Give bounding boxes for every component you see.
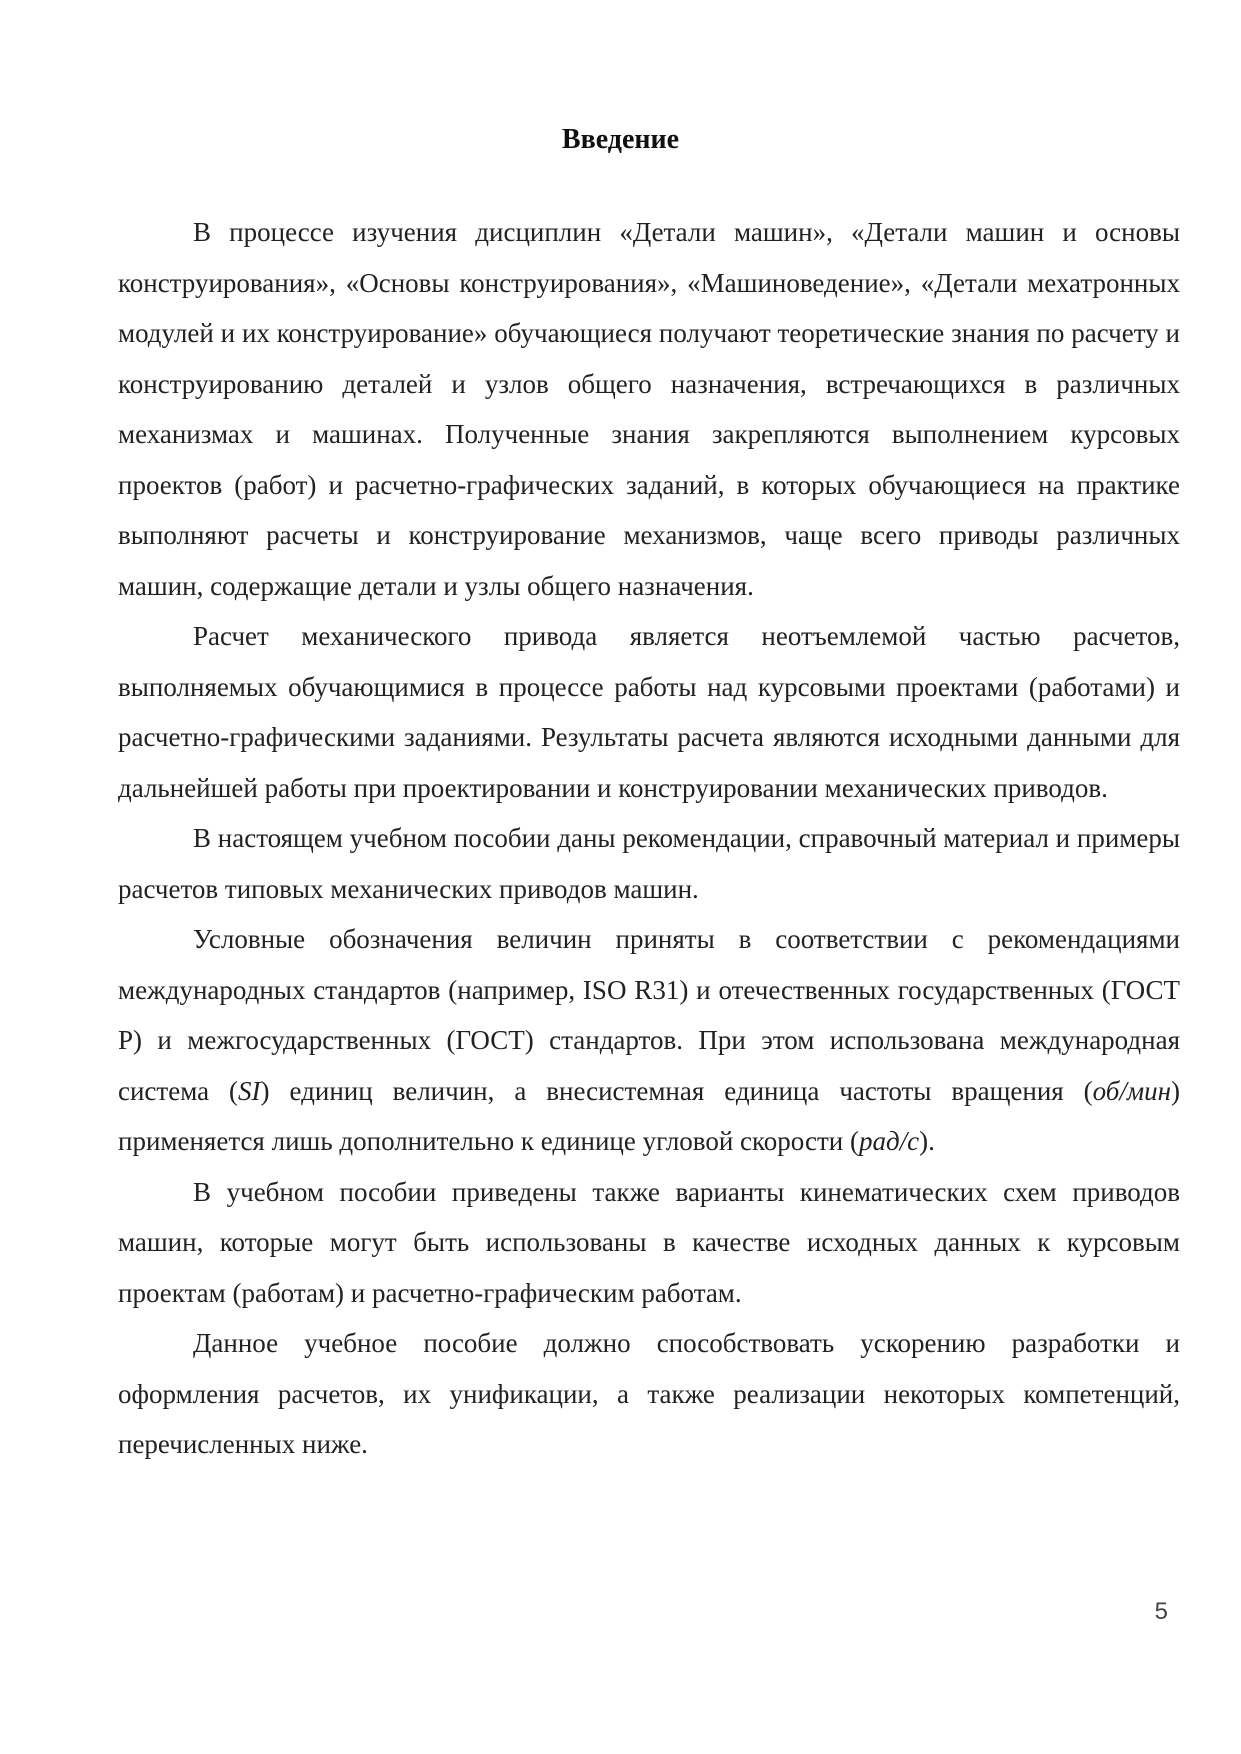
- text-run: Данное учебное пособие должно способствовать ускорению разработки и оформления расчетов, их унификации, а также реализации некоторых компетенций, перечисленных ниже.: [118, 1328, 1180, 1459]
- italic-run-rpm: об/мин: [1092, 1075, 1172, 1106]
- page-title: Введение: [561, 124, 680, 155]
- paragraph-5: [118, 1167, 1180, 1319]
- text-run: Условные обозначения величин приняты в соответствии с рекомендациями международных стандартов (например, ISO R31) и отечественных государственных (ГОСТ Р) и межгосударственных (ГОСТ) стандартов. При этом использована международная система (: [118, 924, 1180, 1106]
- text-run: В процессе изучения дисциплин «Детали машин», «Детали машин и основы конструирования», «Основы конструирования», «Машиноведение», «Детали мехатронных модулей и их конструирование» обучающиеся получают теоретические знания по расчету и конструированию деталей и узлов общего назначения, встречающихся в различных механизмах и машинах. Полученные знания закрепляются выполнением курсовых проектов (работ) и расчетно-графических заданий, в которых обучающиеся на практике выполняют расчеты и конструирование механизмов, чаще всего приводы различных машин, содержащие детали и узлы общего назначения.: [118, 217, 1180, 601]
- italic-run-si: SI: [238, 1075, 261, 1106]
- text-run: ) применяется лишь дополнительно к единице угловой скорости (: [118, 1075, 1181, 1156]
- text-run: Расчет механического привода является неотъемлемой частью расчетов, выполняемых обучающимися в процессе работы над курсовыми проектами (работами) и расчетно-графическими заданиями. Результаты расчета являются исходными данными для дальнейшей работы при проектировании и конструировании механических приводов.: [118, 621, 1180, 803]
- text-run: ).: [919, 1126, 935, 1156]
- paragraph-3: [118, 813, 1180, 914]
- italic-run-rad-s: рад/с: [858, 1126, 920, 1156]
- text-run: В учебном пособии приведены также варианты кинематических схем приводов машин, которые могут быть использованы в качестве исходных данных к курсовым проектам (работам) и расчетно-графическим работам.: [118, 1176, 1180, 1308]
- text-run: В настоящем учебном пособии даны рекомендации, справочный материал и примеры расчетов типовых механических приводов машин.: [118, 823, 1180, 904]
- body-text: [118, 207, 1180, 1470]
- paragraph-2: [118, 611, 1180, 813]
- paragraph-4: [118, 914, 1180, 1167]
- paragraph-1: [118, 207, 1180, 611]
- page-number: 5: [1154, 1598, 1168, 1625]
- text-run: ) единиц величин, а внесистемная единица частоты вращения (: [260, 1075, 1093, 1106]
- paragraph-6: [118, 1318, 1180, 1470]
